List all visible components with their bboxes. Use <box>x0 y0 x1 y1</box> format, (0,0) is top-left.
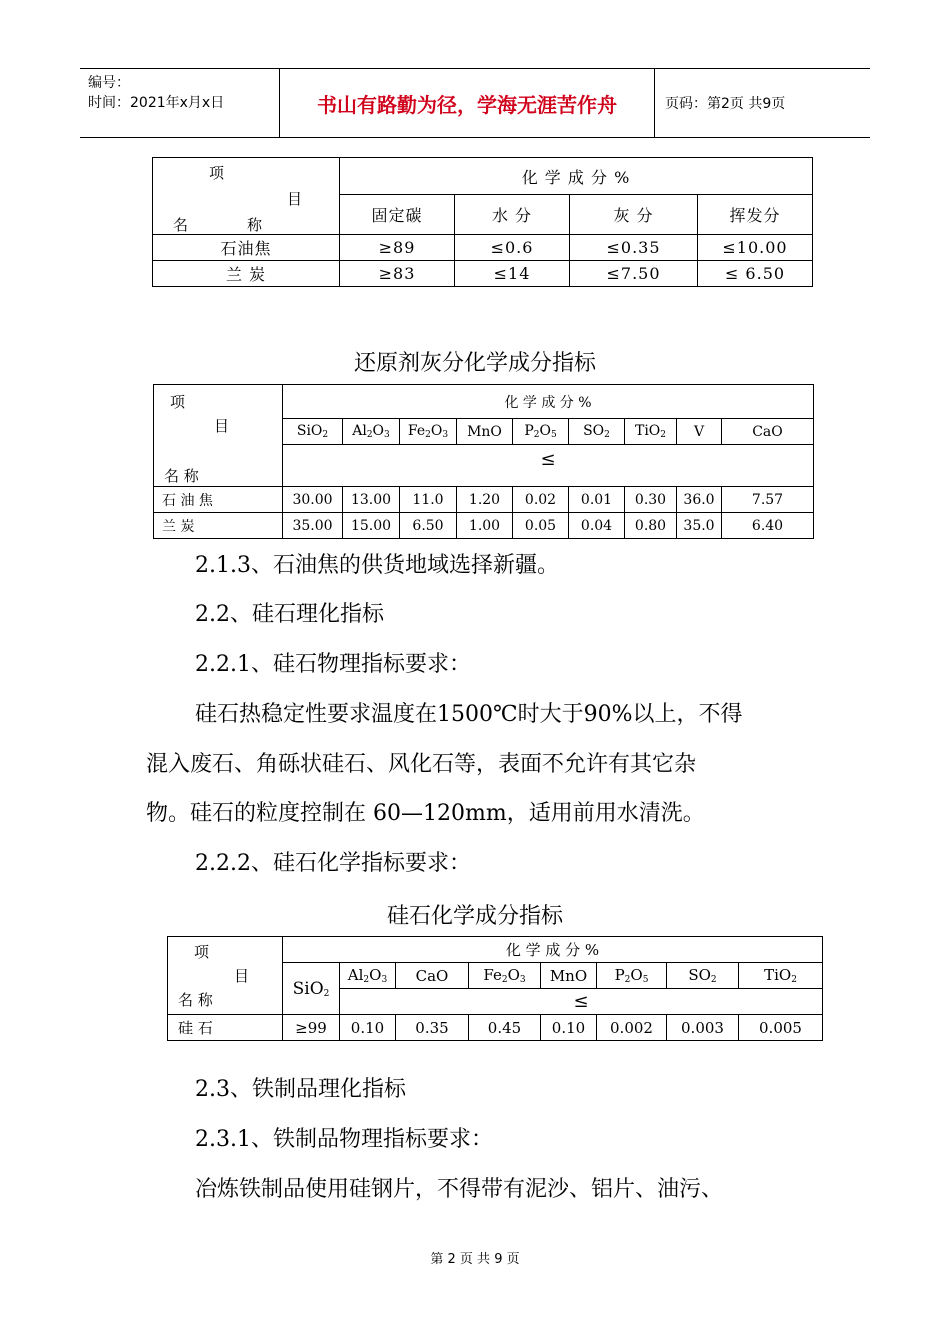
column-header: $Fe_2O_3$ <box>400 419 457 445</box>
corner-cheng: 称 <box>247 216 264 234</box>
row-name: 兰 炭 <box>154 513 283 539</box>
row-name: 石 油 焦 <box>154 487 283 513</box>
column-header: CaO <box>722 419 814 445</box>
table-cell: 0.10 <box>541 1015 597 1041</box>
header-meta <box>80 69 280 137</box>
table-cell: ≤ 6.50 <box>698 261 813 287</box>
table-cell: 0.30 <box>625 487 677 513</box>
column-header: SiO$_2$ <box>283 419 343 445</box>
table-corner-cell <box>153 158 340 235</box>
table-cell: 0.45 <box>469 1015 541 1041</box>
table-cell: 36.0 <box>677 487 722 513</box>
group-header: 化 学 成 分 % <box>340 158 813 195</box>
limit-sign: ≤ <box>340 989 823 1015</box>
column-header: CaO <box>396 963 469 989</box>
silica-composition-table <box>167 936 823 1041</box>
corner-name: 名 称 <box>164 467 199 485</box>
table-cell: 13.00 <box>343 487 400 513</box>
code-label: 编号： <box>88 75 130 91</box>
corner-name: 名 <box>173 216 190 234</box>
page-header <box>80 68 870 138</box>
table-cell: 0.002 <box>597 1015 667 1041</box>
limit-sign: ≤ <box>283 445 814 487</box>
table-cell: 11.0 <box>400 487 457 513</box>
table-cell: 0.005 <box>739 1015 823 1041</box>
table-cell: ≤7.50 <box>570 261 698 287</box>
table-cell: 6.40 <box>722 513 814 539</box>
table-cell: 6.50 <box>400 513 457 539</box>
table3-title: 硅石化学成分指标 <box>386 904 563 929</box>
corner-mu: 目 <box>234 967 250 985</box>
table-cell: 1.00 <box>457 513 513 539</box>
table-cell: 0.80 <box>625 513 677 539</box>
table-cell: ≤0.35 <box>570 235 698 261</box>
paragraph: 2.1.3、石油焦的供货地域选择新疆。 <box>195 553 559 578</box>
column-header: $Al_2O_3$ <box>343 419 400 445</box>
column-header: $P_2O_5$ <box>597 963 667 989</box>
table-cell: 0.10 <box>340 1015 396 1041</box>
table-cell: ≤14 <box>455 261 570 287</box>
table-cell: 35.0 <box>677 513 722 539</box>
ash-composition-table <box>153 384 814 539</box>
table-cell: 0.02 <box>513 487 569 513</box>
table-cell: 0.003 <box>667 1015 739 1041</box>
column-header: $SO_2$ <box>667 963 739 989</box>
row-name: 兰 炭 <box>153 261 340 287</box>
table-cell: 0.04 <box>569 513 625 539</box>
column-header: 挥发分 <box>698 195 813 235</box>
table-cell: 0.05 <box>513 513 569 539</box>
corner-item: 项 <box>170 393 186 411</box>
column-header: 灰 分 <box>570 195 698 235</box>
column-header: MnO <box>541 963 597 989</box>
corner-mu: 目 <box>287 190 304 208</box>
table-cell: 35.00 <box>283 513 343 539</box>
column-header: $Al_2O_3$ <box>340 963 396 989</box>
fuel-composition-table <box>152 157 813 287</box>
column-header: MnO <box>457 419 513 445</box>
row-name: 石油焦 <box>153 235 340 261</box>
table-cell: 0.01 <box>569 487 625 513</box>
column-header: SiO$_2$ <box>283 963 340 1015</box>
table-cell: ≥99 <box>283 1015 340 1041</box>
corner-item: 项 <box>209 164 226 182</box>
section-heading: 2.2.2、硅石化学指标要求： <box>195 851 471 876</box>
paragraph: 硅石热稳定性要求温度在1500℃时大于90%以上，不得 <box>195 702 743 727</box>
paragraph: 冶炼铁制品使用硅钢片，不得带有泥沙、铝片、油污、 <box>195 1177 724 1202</box>
table-corner-cell <box>168 937 283 1015</box>
header-motto: 书山有路勤为径，学海无涯苦作舟 <box>280 69 655 137</box>
section-heading: 2.3.1、铁制品物理指标要求： <box>195 1127 493 1152</box>
row-name: 硅 石 <box>168 1015 283 1041</box>
table2-title: 还原剂灰分化学成分指标 <box>353 351 596 376</box>
table-cell: ≤0.6 <box>455 235 570 261</box>
paragraph: 物。硅石的粒度控制在 60—120mm，适用前用水清洗。 <box>146 801 705 826</box>
table-cell: 15.00 <box>343 513 400 539</box>
column-header: 水 分 <box>455 195 570 235</box>
table-cell: 30.00 <box>283 487 343 513</box>
column-header: $Fe_2O_3$ <box>469 963 541 989</box>
group-header: 化 学 成 分 % <box>283 937 823 963</box>
page-footer: 第 2 页 共 9 页 <box>430 1252 520 1267</box>
column-header: $P_2O_5$ <box>513 419 569 445</box>
column-header: 固定碳 <box>340 195 455 235</box>
column-header: TiO$_2$ <box>625 419 677 445</box>
corner-name: 名 称 <box>178 991 213 1009</box>
paragraph: 混入废石、角砾状硅石、风化石等，表面不允许有其它杂 <box>146 752 697 777</box>
table-cell: 7.57 <box>722 487 814 513</box>
time-label: 时间：2021年x月x日 <box>88 95 225 111</box>
table-corner-cell <box>154 385 283 487</box>
table-cell: ≥83 <box>340 261 455 287</box>
section-heading: 2.3、铁制品理化指标 <box>195 1077 406 1102</box>
column-header: TiO$_2$ <box>739 963 823 989</box>
corner-item: 项 <box>194 943 210 961</box>
corner-mu: 目 <box>214 417 230 435</box>
section-heading: 2.2、硅石理化指标 <box>195 602 384 627</box>
header-page-label: 页码：第2页 共9页 <box>665 96 786 112</box>
section-heading: 2.2.1、硅石物理指标要求： <box>195 652 471 677</box>
table-cell: 0.35 <box>396 1015 469 1041</box>
column-header: $SO_2$ <box>569 419 625 445</box>
table-cell: ≤10.00 <box>698 235 813 261</box>
table-cell: 1.20 <box>457 487 513 513</box>
column-header: V <box>677 419 722 445</box>
table-cell: ≥89 <box>340 235 455 261</box>
group-header: 化 学 成 分 % <box>283 385 814 419</box>
